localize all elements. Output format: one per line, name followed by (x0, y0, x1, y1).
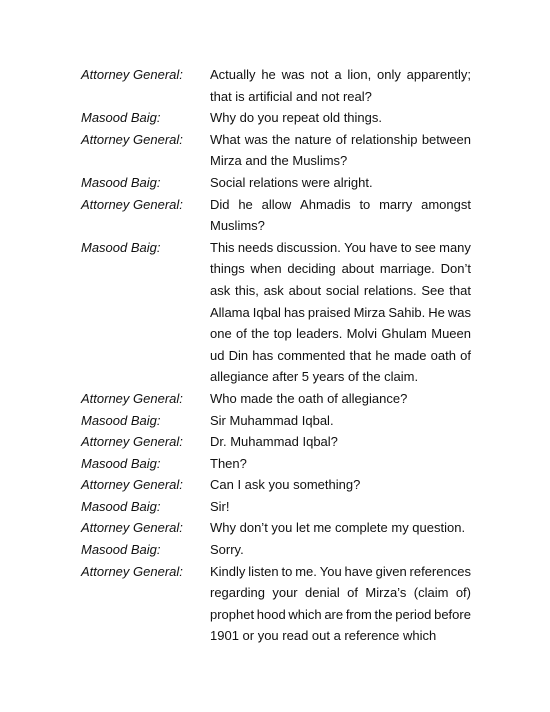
speech-line: Sir! (210, 498, 230, 514)
transcript-entry (81, 561, 471, 647)
speech-line: This needs discussion. You have to see many (210, 239, 471, 255)
speaker-label: Attorney General: (81, 520, 183, 536)
speaker-label: Attorney General: (81, 563, 183, 579)
speaker-label: Masood Baig: (81, 542, 161, 558)
transcript-entry (81, 539, 471, 561)
speaker-label: Masood Baig: (81, 110, 161, 126)
speech-line: Allama Iqbal has praised Mirza Sahib. He was (210, 304, 471, 320)
speech-line: Muslims? (210, 218, 265, 234)
speech-text (210, 129, 471, 172)
speech-line: Sorry. (210, 542, 244, 558)
transcript-entry (81, 431, 471, 453)
speaker-label: Attorney General: (81, 390, 183, 406)
transcript-entry (81, 496, 471, 518)
speech-line: ud Din has commented that he made oath of (210, 347, 471, 363)
speaker-label: Masood Baig: (81, 174, 161, 190)
speech-text (210, 496, 471, 518)
speech-line: ask this, ask about social relations. See that (210, 282, 471, 298)
speech-text (210, 388, 471, 410)
speech-line: things when deciding about marriage. Don’t (210, 261, 471, 277)
transcript-entry (81, 453, 471, 475)
speech-line: Can I ask you something? (210, 477, 361, 493)
transcript-entry (81, 64, 471, 107)
speaker-label: Masood Baig: (81, 412, 161, 428)
speech-line: Kindly listen to me. You have given references (210, 563, 471, 579)
speech-line: Did he allow Ahmadis to marry amongst (210, 196, 471, 212)
speaker-label: Attorney General: (81, 434, 183, 450)
speaker-label: Attorney General: (81, 477, 183, 493)
speech-text (210, 453, 471, 475)
speech-text (210, 517, 471, 539)
speech-text (210, 194, 471, 237)
speaker-label: Masood Baig: (81, 239, 161, 255)
speech-text (210, 107, 471, 129)
speech-text (210, 410, 471, 432)
speech-line: Actually he was not a lion, only apparently; (210, 67, 471, 82)
speech-line: Who made the oath of allegiance? (210, 390, 408, 406)
speaker-label: Masood Baig: (81, 455, 161, 471)
speech-text (210, 64, 471, 107)
speech-text (210, 474, 471, 496)
speech-line: Why do you repeat old things. (210, 110, 382, 126)
speech-line: Mirza and the Muslims? (210, 153, 348, 169)
transcript-entry (81, 410, 471, 432)
transcript-entry (81, 194, 471, 237)
transcript-entry (81, 474, 471, 496)
speech-line: allegiance after 5 years of the claim. (210, 369, 419, 385)
transcript (81, 64, 471, 647)
transcript-entry (81, 107, 471, 129)
speech-text (210, 237, 471, 388)
speaker-label: Attorney General: (81, 196, 183, 212)
speech-line: Dr. Muhammad Iqbal? (210, 434, 338, 450)
speech-line: Social relations were alright. (210, 174, 373, 190)
speech-text (210, 172, 471, 194)
speech-line: one of the top leaders. Molvi Ghulam Mueen (210, 326, 471, 342)
speaker-label: Attorney General: (81, 131, 183, 147)
speech-line: Then? (210, 455, 247, 471)
speech-text (210, 431, 471, 453)
speech-line: What was the nature of relationship between (210, 131, 471, 147)
transcript-entry (81, 517, 471, 539)
speaker-label: Masood Baig: (81, 498, 161, 514)
speech-line: prophet hood which are from the period before (210, 606, 471, 622)
transcript-entry (81, 388, 471, 410)
speech-text (210, 561, 471, 647)
speech-line: that is artificial and not real? (210, 88, 372, 104)
speech-line: Sir Muhammad Iqbal. (210, 412, 334, 428)
speaker-label: Attorney General: (81, 67, 183, 82)
transcript-entry (81, 237, 471, 388)
speech-line: 1901 or you read out a reference which (210, 628, 437, 644)
speech-line: Why don’t you let me complete my question. (210, 520, 466, 536)
speech-line: regarding your denial of Mirza’s (claim of) (210, 585, 471, 601)
transcript-entry (81, 172, 471, 194)
speech-text (210, 539, 471, 561)
transcript-entry (81, 129, 471, 172)
